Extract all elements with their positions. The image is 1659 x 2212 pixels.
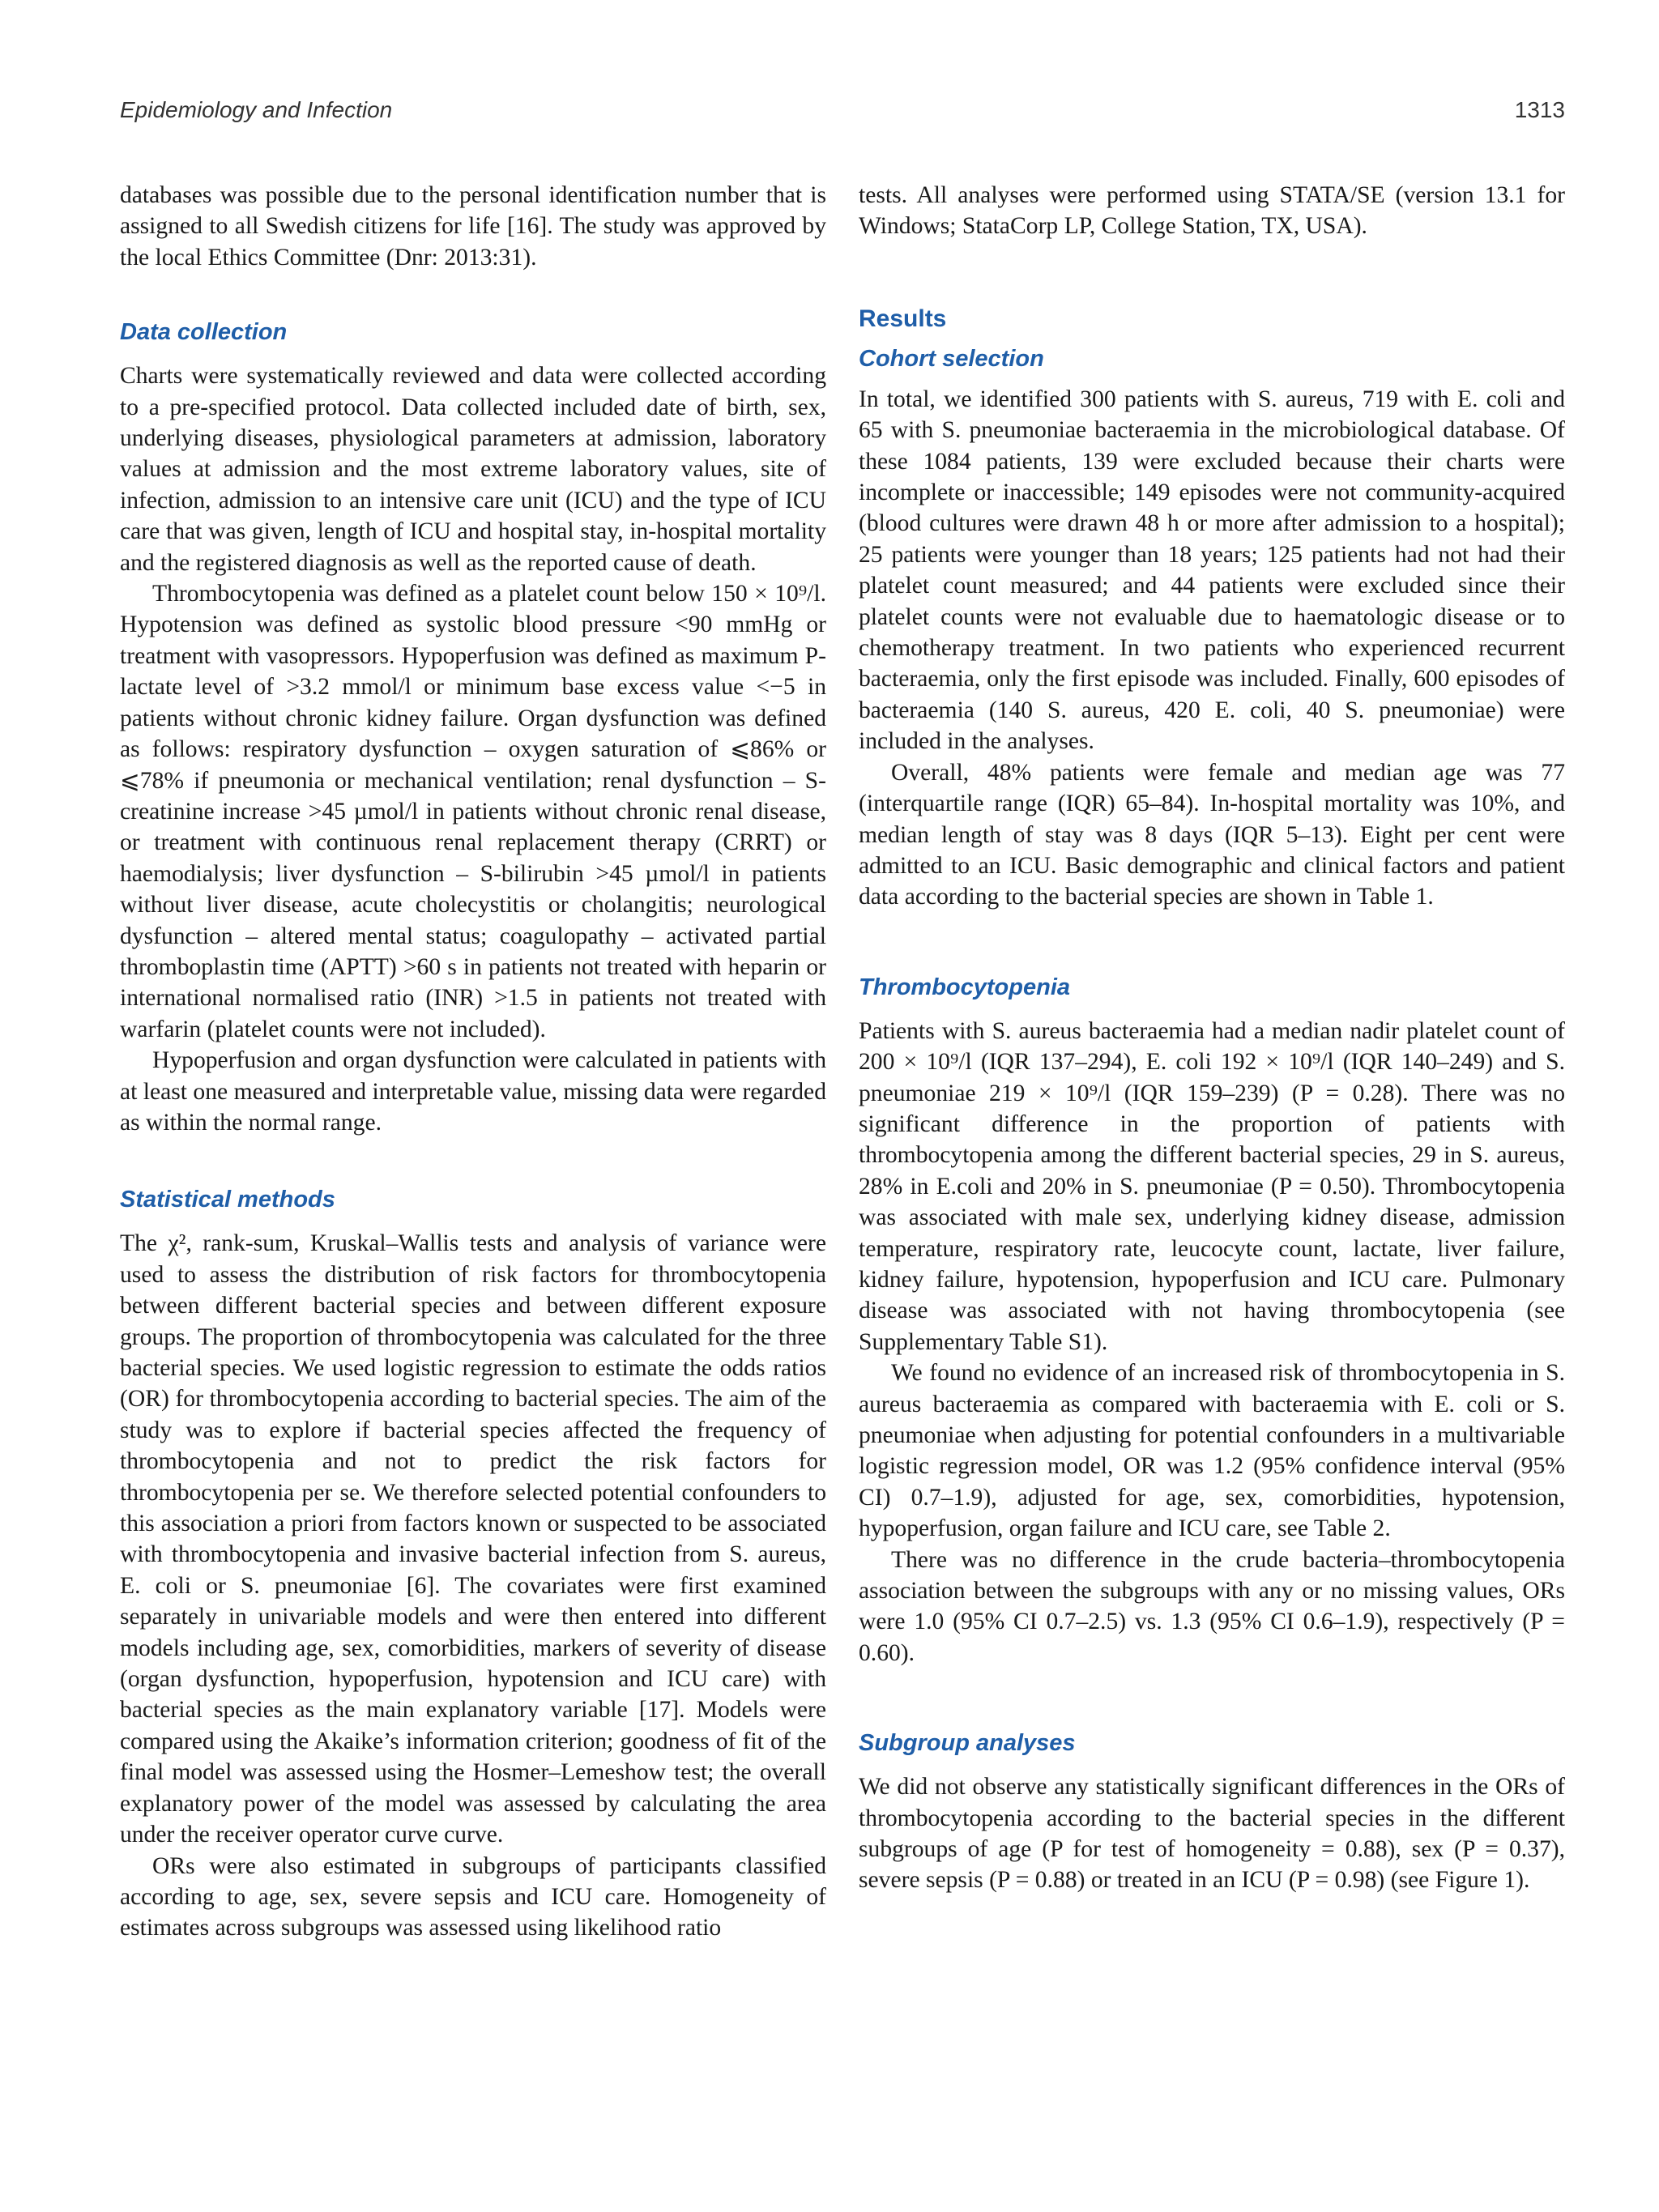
- heading-statistical-methods: Statistical methods: [120, 1187, 335, 1213]
- heading-thrombocytopenia: Thrombocytopenia: [859, 974, 1071, 1000]
- heading-subgroup-analyses: Subgroup analyses: [859, 1730, 1076, 1757]
- paragraph-data-collection-3: Hypoperfusion and organ dysfunction were calculated in patients with at least one measured and interpretable value, missing data were regarded as within the normal range.: [120, 1047, 826, 1136]
- paragraph-statistical-methods-1: The χ², rank-sum, Kruskal–Wallis tests and analysis of variance were used to assess the distribution of risk factors for thrombocytopenia between different bacterial species and between different exposure groups. The proportion of thrombocytopenia was calculated for the three bacterial species. We used logistic regression to estimate the odds ratios (OR) for thrombocytopenia according to bacterial species. The aim of the study was to explore if bacterial species affected the frequency of thrombocytopenia and not to predict the risk factors for thrombocytopenia per se. We therefore selected potential confounders to this association a priori from factors known or suspected to be associated with thrombocytopenia and invasive bacterial infection from S. aureus, E. coli or S. pneumoniae [6]. The covariates were first examined separately in univariable models and were then entered into different models including age, sex, comorbidities, markers of severity of disease (organ dysfunction, hypoperfusion, hypotension and ICU care) with bacterial species as the main explanatory variable [17]. Models were compared using the Akaike’s information criterion; goodness of fit of the final model was assessed using the Hosmer–Lemeshow test; the overall explanatory power of the model was assessed by calculating the area under the receiver operator curve curve.: [120, 1230, 826, 1848]
- right-column: [859, 180, 1565, 1896]
- heading-data-collection: Data collection: [120, 319, 288, 346]
- paragraph-statistical-methods-2: ORs were also estimated in subgroups of participants classified according to age, sex, severe sepsis and ICU care. Homogeneity of estimates across subgroups was assessed using likelihood ratio: [120, 1852, 826, 1941]
- paragraph-data-collection-2: Thrombocytopenia was defined as a platelet count below 150 × 10⁹/l. Hypotension was defined as systolic blood pressure <90 mmHg or treatment with vasopressors. Hypoperfusion was defined as maximum P-lactate level of >3.2 mmol/l or minimum base excess value <−5 in patients without chronic kidney failure. Organ dysfunction was defined as follows: respiratory dysfunction – oxygen saturation of ⩽86% or ⩽78% if pneumonia or mechanical ventilation; renal dysfunction – S-creatinine increase >45 µmol/l in patients without chronic renal disease, or treatment with continuous renal replacement therapy (CRRT) or haemodialysis; liver dysfunction – S-bilirubin >45 µmol/l in patients without liver disease, acute cholecystitis or cholangitis; neurological dysfunction – altered mental status; coagulopathy – activated partial thromboplastin time (APTT) >60 s in patients not treated with heparin or international normalised ratio (INR) >1.5 in patients not treated with warfarin (platelet counts were not included).: [120, 581, 826, 1042]
- heading-cohort-selection: Cohort selection: [859, 345, 1044, 372]
- paragraph-cohort-1: In total, we identified 300 patients with S. aureus, 719 with E. coli and 65 with S. pneumoniae bacteraemia in the microbiological database. Of these 1084 patients, 139 were excluded because their charts were incomplete or inaccessible; 149 episodes were not community-acquired (blood cultures were drawn 48 h or more after admission to a hospital); 25 patients were younger than 18 years; 125 patients had not had their platelet count measured; and 44 patients were excluded since their platelet counts were not evaluable due to haematologic disease or to chemotherapy treatment. In two patients who experienced recurrent bacteraemia, only the first episode was included. Finally, 600 episodes of bacteraemia (140 S. aureus, 420 E. coli, 40 S. pneumoniae) were included in the analyses.: [859, 386, 1565, 755]
- paragraph-intro-left: databases was possible due to the personal identification number that is assigned to all Swedish citizens for life [16]. The study was approved by the local Ethics Committee (Dnr: 2013:31).: [120, 182, 826, 271]
- paragraph-thrombocytopenia-2: We found no evidence of an increased risk of thrombocytopenia in S. aureus bacteraemia as compared with bacteraemia with E. coli or S. pneumoniae when adjusting for potential confounders in a multivariable logistic regression model, OR was 1.2 (95% confidence interval (95% CI) 0.7–1.9), adjusted for age, sex, comorbidities, hypotension, hypoperfusion, organ failure and ICU care, see Table 2.: [859, 1360, 1565, 1542]
- journal-title: Epidemiology and Infection: [120, 97, 393, 122]
- left-column: [120, 180, 826, 1944]
- paragraph-data-collection-1: Charts were systematically reviewed and data were collected according to a pre-specified protocol. Data collected included date of birth, sex, underlying diseases, physiological parameters at admission, laboratory values at admission and the most extreme laboratory values, site of infection, admission to an intensive care unit (ICU) and the type of ICU care that was given, length of ICU and hospital stay, in-hospital mortality and the registered diagnosis as well as the reported cause of death.: [120, 363, 826, 576]
- paragraph-cohort-2: Overall, 48% patients were female and median age was 77 (interquartile range (IQR) 65–84). In-hospital mortality was 10%, and median length of stay was 8 days (IQR 5–13). Eight per cent were admitted to an ICU. Basic demographic and clinical factors and patient data according to the bacterial species are shown in Table 1.: [859, 759, 1565, 910]
- heading-results: Results: [859, 305, 947, 332]
- paragraph-subgroup-1: We did not observe any statistically significant differences in the ORs of thrombocytopenia according to the bacterial species in the different subgroups of age (P for test of homogeneity = 0.88), sex (P = 0.37), severe sepsis (P = 0.88) or treated in an ICU (P = 0.98) (see Figure 1).: [859, 1774, 1565, 1894]
- paragraph-thrombocytopenia-3: There was no difference in the crude bacteria–thrombocytopenia association between the subgroups with any or no missing values, ORs were 1.0 (95% CI 0.7–2.5) vs. 1.3 (95% CI 0.6–1.9), respectively (P = 0.60).: [859, 1546, 1565, 1666]
- page-number: 1313: [1514, 97, 1565, 122]
- paragraph-intro-right: tests. All analyses were performed using STATA/SE (version 13.1 for Windows; StataCorp LP, College Station, TX, USA).: [859, 182, 1565, 240]
- paragraph-thrombocytopenia-1: Patients with S. aureus bacteraemia had a median nadir platelet count of 200 × 10⁹/l (IQR 137–294), E. coli 192 × 10⁹/l (IQR 140–249) and S. pneumoniae 219 × 10⁹/l (IQR 159–239) (P = 0.28). There was no significant difference in the proportion of patients with thrombocytopenia among the different bacterial species, 29 in S. aureus, 28% in E.coli and 20% in S. pneumoniae (P = 0.50). Thrombocytopenia was associated with male sex, underlying kidney disease, admission temperature, respiratory rate, leucocyte count, lactate, liver failure, kidney failure, hypotension, hypoperfusion and ICU care. Pulmonary disease was associated with not having thrombocytopenia (see Supplementary Table S1).: [859, 1017, 1565, 1355]
